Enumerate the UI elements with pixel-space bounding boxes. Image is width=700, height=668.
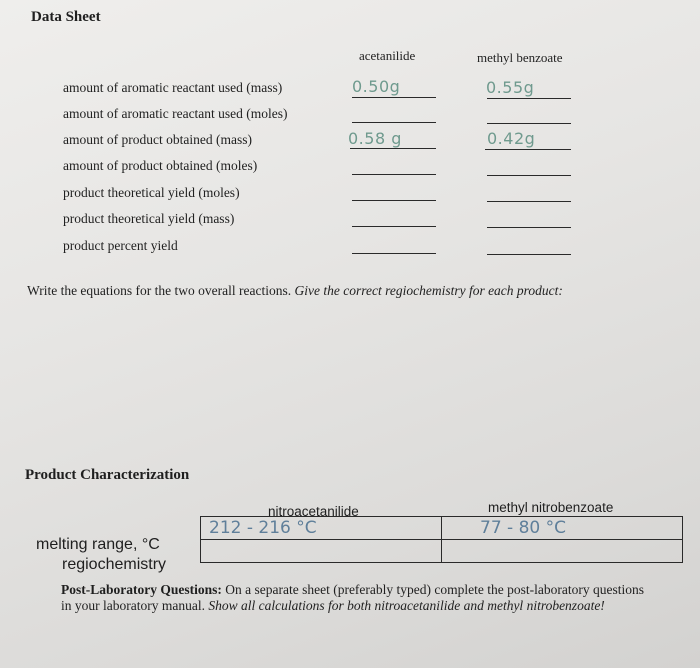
blank-line[interactable]	[352, 97, 436, 98]
melting-cell-methyl-nitrobenzoate[interactable]	[442, 517, 683, 540]
blank-line[interactable]	[352, 226, 436, 227]
regiochemistry-cell-methyl-nitrobenzoate[interactable]	[442, 540, 683, 563]
blank-line[interactable]	[487, 175, 571, 176]
handwritten-methyl-benzoate-product-mass: 0.42g	[487, 129, 536, 148]
page-title: Data Sheet	[31, 9, 101, 25]
handwritten-acetanilide-product-mass: 0.58 g	[348, 129, 402, 148]
post-lab-heading: Post-Laboratory Questions:	[61, 582, 222, 597]
section-heading: Product Characterization	[25, 467, 190, 483]
equations-prompt-italic: Give the correct regiochemistry for each product:	[294, 283, 563, 298]
blank-line[interactable]	[487, 254, 571, 255]
blank-line[interactable]	[487, 201, 571, 202]
handwritten-melting-methyl-nitrobenzoate: 77 - 80 °C	[480, 518, 566, 538]
column-header-nitroacetanilide: nitroacetanilide	[268, 504, 359, 519]
handwritten-acetanilide-mass: 0.50g	[352, 77, 401, 96]
equations-prompt	[27, 283, 563, 299]
post-lab-italic: Show all calculations for both nitroacetanilide and methyl nitrobenzoate!	[208, 598, 605, 613]
blank-line[interactable]	[352, 122, 436, 123]
equations-prompt-main: Write the equations for the two overall reactions.	[27, 283, 292, 298]
row-label-product-mass: amount of product obtained (mass)	[63, 132, 252, 147]
blank-line[interactable]	[350, 148, 436, 149]
row-label-percent-yield: product percent yield	[63, 238, 178, 253]
row-label-reactant-moles: amount of aromatic reactant used (moles)	[63, 106, 288, 121]
melting-cell-nitroacetanilide[interactable]	[201, 517, 442, 540]
post-lab-instructions	[61, 582, 651, 614]
post-lab-text: On a separate sheet (preferably typed) complete the post-laboratory questions in your laboratory manual.	[61, 582, 644, 613]
handwritten-melting-nitroacetanilide: 212 - 216 °C	[209, 518, 317, 538]
row-label-product-moles: amount of product obtained (moles)	[63, 158, 258, 173]
regiochemistry-cell-nitroacetanilide[interactable]	[201, 540, 442, 563]
row-label-theoretical-mass: product theoretical yield (mass)	[63, 211, 235, 226]
blank-line[interactable]	[487, 227, 571, 228]
melting-range-label: melting range, °C	[36, 536, 160, 553]
column-header-acetanilide: acetanilide	[359, 48, 416, 63]
blank-line[interactable]	[485, 149, 571, 150]
regiochemistry-label: regiochemistry	[62, 556, 167, 573]
blank-line[interactable]	[487, 98, 571, 99]
row-label-reactant-mass: amount of aromatic reactant used (mass)	[63, 80, 283, 95]
blank-line[interactable]	[352, 174, 436, 175]
characterization-table	[200, 516, 683, 563]
blank-line[interactable]	[352, 253, 436, 254]
blank-line[interactable]	[352, 200, 436, 201]
blank-line[interactable]	[487, 123, 571, 124]
handwritten-methyl-benzoate-mass: 0.55g	[486, 78, 535, 97]
column-header-methyl-nitrobenzoate: methyl nitrobenzoate	[488, 500, 614, 515]
row-label-theoretical-moles: product theoretical yield (moles)	[63, 185, 240, 200]
column-header-methyl-benzoate: methyl benzoate	[477, 50, 563, 65]
